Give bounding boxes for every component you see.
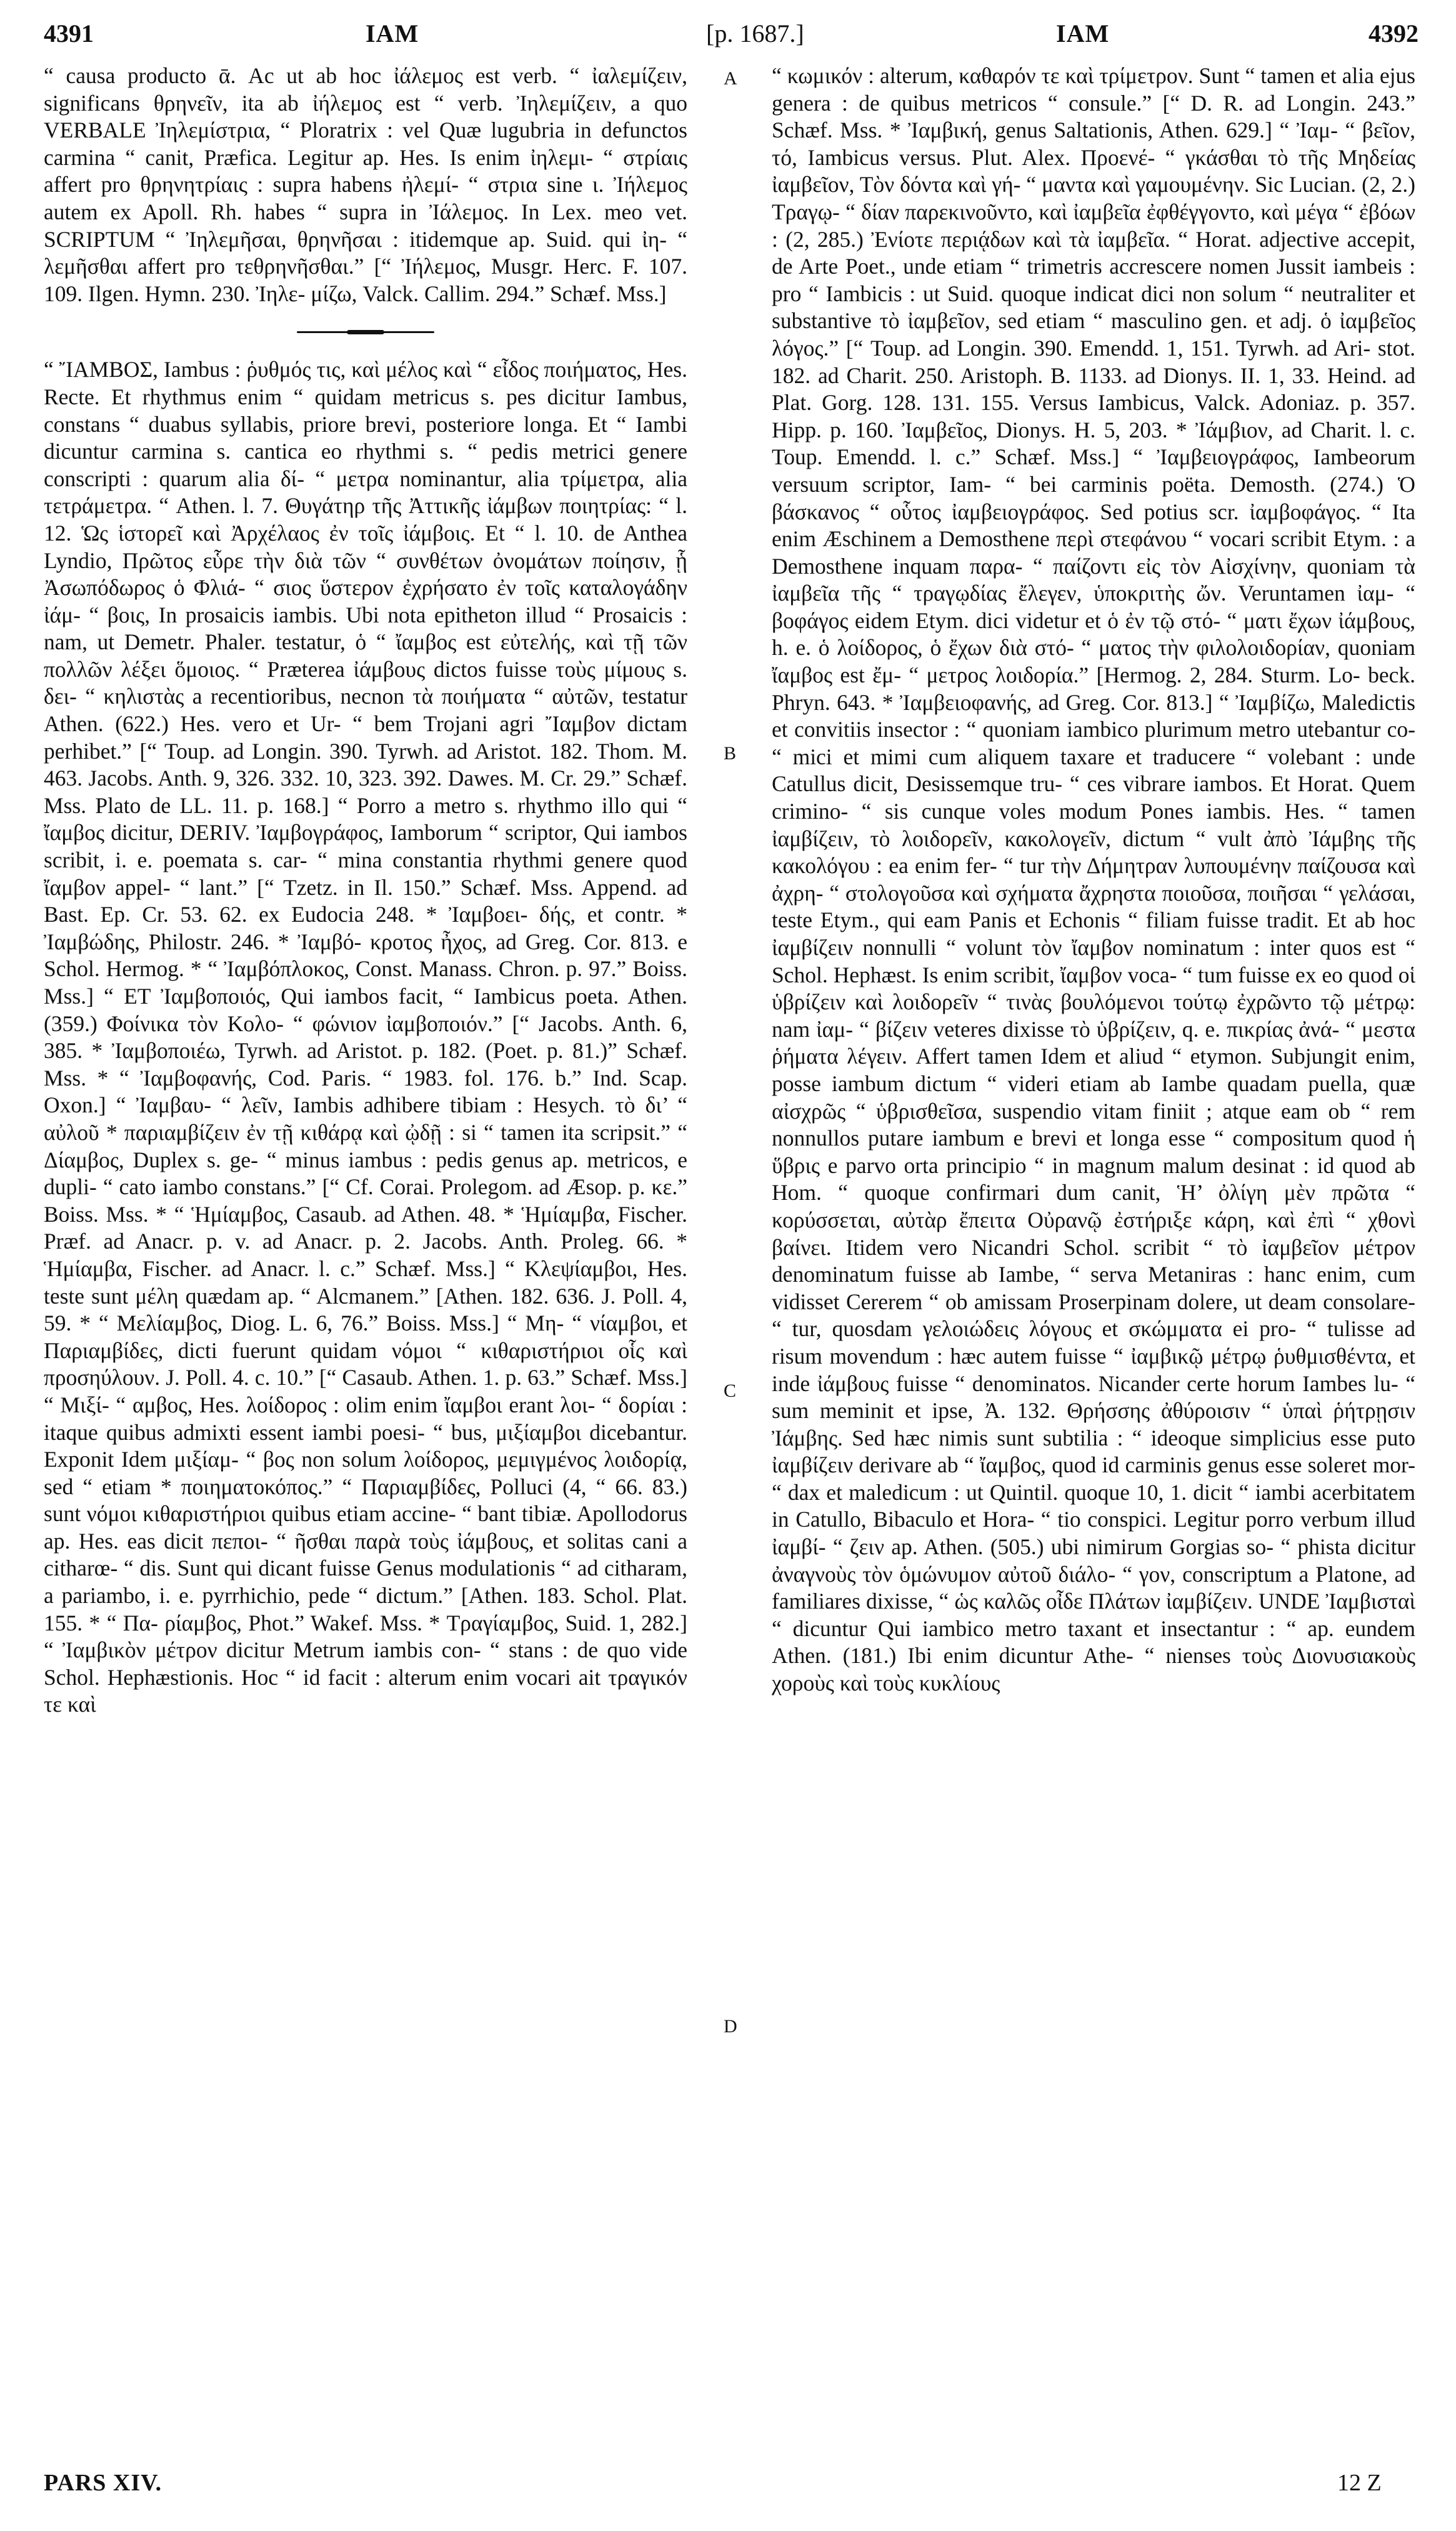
margin-letter-b: B	[724, 743, 737, 764]
entry-ialemos-continuation	[44, 62, 687, 307]
entry-iambos-continuation	[772, 62, 1415, 1697]
right-paragraph-1: “ κωμικόν : alterum, καθαρόν τε καὶ τρίμετρον. Sunt “ tamen et alia ejus genera : de quibus metricos “ consule.” [“ D. R. ad Longin. 243.” Schæf. Mss. * Ἰαμβική, genus Saltationis, Athen. 629.] “ Ἰαμ- “ βεῖον, τό, Iambicus versus. Plut. Alex. Προενέ- “ γκάσθαι τὸ τῆς Μηδείας ἰαμβεῖον, Τὸν δόντα καὶ γή- “ μαντα καὶ γαμουμένην. Sic Lucian. (2, 2.) Τραγῳ- “ δίαν παρεκινοῦντο, καὶ ἰαμβεῖα ἐφθέγγοντο, καὶ μέγα “ ἐβόων : (2, 285.) Ἐνίοτε περιᾴδων καὶ τὰ ἰαμβεῖα. “ Horat. adjective accepit, de Arte Poet., unde etiam “ trimetris accrescere nomen Jussit iambeis : pro “ Iambicis : ut Suid. quoque indicat dici non solum “ neutraliter et substantive τὸ ἰαμβεῖον, sed etiam “ masculino gen. et adj. ὁ ἰαμβεῖος λόγος.” [“ Toup. ad Longin. 390. Emendd. 1, 151. Tyrwh. ad Ari- stot. 182. ad Charit. 250. Aristoph. B. 1133. ad Dionys. II. 1, 33. Heind. ad Plat. Gorg. 128. 131. 155. Versus Iambicus, Valck. Adoniaz. p. 357. Hipp. p. 160. Ἰαμβεῖος, Dionys. H. 5, 203. * Ἰάμβιον, ad Charit. l. c. Toup. Emendd. l. c.” Schæf. Mss.] “ Ἰαμβειογράφος, Iambeorum versuum scriptor, Iam- “ bei carminis poëta. Demosth. (274.) Ὁ βάσκανος “ οὗτος ἰαμβειογράφος. Sed potius scr. ἰαμβοφάγος. “ Ita enim Æschinem a Demosthene περὶ στεφάνου “ vocari scribit Etym. : a Demosthene inquam παρα- “ παίζοντι εἰς τὸν Αἰσχίνην, quoniam τὰ ἰαμβεῖα τῆς “ τραγῳδίας ἔλεγεν, ὑποκριτὴς ὤν. Veruntamen ἰαμ- “ βοφάγος eidem Etym. dici videtur et ὁ ἐν τῷ στό- “ ματι ἔχων ἰάμβους, h. e. ὁ λοίδορος, ὁ ἔχων διὰ στό- “ ματος τὴν φιλολοιδορίαν, quoniam ἴαμβος est ἔμ- “ μετρος λοιδορία.” [Hermog. 2, 284. Sturm. Lo- beck. Phryn. 643. * Ἰαμβειοφανής, ad Greg. Cor. 813.] “ Ἰαμβίζω, Maledictis et convitiis insector : “ quoniam iambico plurimum metro utebantur co- “ mici et mimi cum aliquem taxare et traducere “ volebant : unde Catullus dicit, Desissemque tru- “ ces vibrare iambos. Et Horat. Quem criminο- “ sis cunque voles modum Pones iambis. Hes. “ tamen ἰαμβίζειν, τὸ λοιδορεῖν, κακολογεῖν, dictum “ vult ἀπὸ Ἰάμβης τῆς κακολόγου : ea enim fer- “ tur τὴν Δήμητραν λυπουμένην παίζουσα καὶ ἀχρη- “ στολογοῦσα καὶ σχήματα ἄχρηστα ποιοῦσα, ποιῆσαι “ γελάσαι, teste Etym., qui eam Panis et Echonis “ filiam fuisse tradit. Et ab hoc ἰαμβίζειν nonnulli “ volunt τὸν ἴαμβον nominatum : inter quos est “ Schol. Hephæst. Is enim scribit, ἴαμβον voca- “ tum fuisse ex eo quod οἱ ὑβρίζειν καὶ λοιδορεῖν “ τινὰς βουλόμενοι τούτῳ ἐχρῶντο τῷ μέτρῳ: nam ἰαμ- “ βίζειν veteres dixisse τὸ ὑβρίζειν, q. e. πικρίας ἀνά- “ μεστα ῥήματα λέγειν. Affert tamen Idem et aliud “ etymon. Subjungit enim, posse iambum dictum “ videri etiam ab Iambe quadam puella, quæ αἰσχρῶς “ ὑβρισθεῖσα, suspendio vitam finiit ; atque eam ob “ rem nonnullos putare iambum e brevi et longa esse “ compositum quod ἡ ὕβρις e parvo orta principio “ in magnum malum desinat : id quod ab Hom. “ quoque confirmari dum canit, Ἡ’ ὀλίγη μὲν πρῶτα “ κορύσσεται, αὐτὰρ ἔπειτα Οὐρανῷ ἐστήριξε κάρη, καὶ ἐπὶ “ χθονὶ βαίνει. Itidem vero Nicandri Schol. scribit “ τὸ ἰαμβεῖον μέτρον denominatum fuisse ab Iambe, “ serva Metaniras : hanc enim, cum vidisset Cererem “ ob amissam Proserpinam dolere, ut deam consolare- “ tur, quosdam γελοιώδεις λόγους et σκώμματα ei pro- “ tulisse ad risum movendum : hæc autem fuisse “ ἰαμβικῷ μέτρῳ ῥυθμισθέντα, et inde ἰάμβους fuisse “ denominatos. Nicander certe horum Iambes lu- “ sum meminit et ipse, Ἀ. 132. Θρήσσης ἀθύροισιν “ ὑπαὶ ῥήτρῃσιν Ἰάμβης. Sed hæc nimis sunt subtilia : “ ideoque simplicius esse puto ἰαμβίζειν derivare ab “ ἴαμβος, quod id carminis genus esse soleret mor- “ dax et maledicum : ut Quintil. quoque 10, 1. dicit “ iambi acerbitatem in Catullo, Bibaculo et Hora- “ tio conspici. Legitur porro verbum illud ἰαμβί- “ ζειν ap. Athen. (505.) ubi nimirum Gorgias so- “ phista dicitur ἀναγνοὺς τὸν ὁμώνυμον αὐτοῦ διάλο- “ γον, conscriptum a Platone, ad familiares dixisse, “ ὡς καλῶς οἶδε Πλάτων ἰαμβίζειν. UNDE Ἰαμβισταὶ “ dicuntur Qui iambico metro taxant et insectantur : “ ap. eundem Athen. (181.) Ibi enim dicuntur Athe- “ nienses τοὺς Διονυσιακοὺς χοροὺς καὶ τοὺς κυκλίους	[772, 63, 1415, 1696]
margin-letter-a: A	[724, 68, 737, 89]
right-running-headword: IAM	[1056, 19, 1110, 47]
left-page-number: 4391	[44, 19, 94, 47]
entry-iambos	[44, 356, 687, 1719]
page-reference: [p. 1687.]	[706, 19, 804, 47]
margin-letter-c: C	[724, 1380, 737, 1401]
left-paragraph-2: “ ἼΑΜΒΟΣ, Iambus : ῥυθμός τις, καὶ μέλος καὶ “ εἶδος ποιήματος, Hes. Recte. Et rhythmus enim “ quidam metricus s. pes dicitur Iambus, constans “ duabus syllabis, priore brevi, posteriore longa. Et “ Iambi dicuntur carmina s. cantica eo rhythmi s. “ pedis metrici genere conscripti : quarum alia δί- “ μετρα nominantur, alia τρίμετρα, alia τετράμετρα. “ Athen. l. 7. Θυγάτηρ τῆς Ἀττικῆς ἰάμβων ποιητρίας: “ l. 12. Ὡς ἱστορεῖ καὶ Ἀρχέλαος ἐν τοῖς ἰάμβοις. Et “ l. 10. de Anthea Lyndio, Πρῶτος εὗρε τὴν διὰ τῶν “ συνθέτων ὀνομάτων ποίησιν, ᾗ Ἀσωπόδωρος ὁ Φλιά- “ σιος ὕστερον ἐχρήσατο ἐν τοῖς καταλογάδην ἰάμ- “ βοις, In prosaicis iambis. Ubi nota epitheton illud “ Prosaicis : nam, ut Demetr. Phaler. testatur, ὁ “ ἴαμβος est εὐτελής, καὶ τῇ τῶν πολλῶν λέξει ὅμοιος. “ Præterea ἰάμβους dictos fuisse τοὺς μίμους s. δει- “ κηλιστὰς a recentioribus, necnon τὰ ποιήματα “ αὐτῶν, testatur Athen. (622.) Hes. vero et Ur- “ bem Trojani agri Ἴαμβον dictam perhibet.” [“ Toup. ad Longin. 390. Tyrwh. ad Aristot. 182. Thom. M. 463. Jacobs. Anth. 9, 326. 332. 10, 323. 392. Dawes. M. Cr. 29.” Schæf. Mss. Plato de LL. 11. p. 168.] “ Porro a metro s. rhythmo illo qui “ ἴαμβος dicitur, DERIV. Ἰαμβογράφος, Iamborum “ scriptor, Qui iambos scribit, i. e. poemata s. car- “ mina constantia rhythmi genere quod ἴαμβον appel- “ lant.” [“ Tzetz. in Il. 150.” Schæf. Mss. Append. ad Bast. Ep. Cr. 53. 62. ex Eudocia 248. * Ἰαμβοει- δής, et contr. * Ἰαμβώδης, Philostr. 246. * Ἰαμβό- κροτος ἦχος, ad Greg. Cor. 813. e Schol. Hermog. * “ Ἰαμβόπλοκος, Const. Manass. Chron. p. 97.” Boiss. Mss.] “ ET Ἰαμβοποιός, Qui iambos facit, “ Iambicus poeta. Athen. (359.) Φοίνικα τὸν Κολο- “ φώνιον ἰαμβοποιόν.” [“ Jacobs. Anth. 6, 385. * Ἰαμβοποιέω, Tyrwh. ad Aristot. p. 182. (Poet. p. 81.)” Schæf. Mss. * “ Ἰαμβοφανής, Cod. Paris. “ 1983. fol. 176. b.” Ind. Scap. Oxon.] “ Ἰαμβαυ- “ λεῖν, Iambis adhibere tibiam : Hesych. τὸ δι’ “ αὐλοῦ * παριαμβίζειν ἐν τῇ κιθάρᾳ καὶ ᾠδῇ : si “ tamen ita scripsit.” “ Δίαμβος, Duplex s. ge- “ minus iambus : pedis genus ap. metricos, e dupli- “ cato iambo constans.” [“ Cf. Corai. Prolegom. ad Æsop. p. κε.” Boiss. Mss. * “ Ἡμίαμβος, Casaub. ad Athen. 48. * Ἡμίαμβα, Fischer. Præf. ad Anacr. p. v. ad Anacr. p. 2. Jacobs. Anth. Proleg. 66. * Ἡμίαμβα, Fischer. ad Anacr. l. c.” Schæf. Mss.] “ Κλεψίαμβοι, Hes. teste sunt μέλη quædam ap. “ Alcmanem.” [Athen. 182. 636. J. Poll. 4, 59. * “ Μελίαμβος, Diog. L. 6, 76.” Boiss. Mss.] “ Μη- “ νίαμβοι, et Παριαμβίδες, dicti fuerunt quidam νόμοι “ κιθαριστήριοι οἷς καὶ προσηύλουν. J. Poll. 4. c. 10.” [“ Casaub. Athen. 1. p. 63.” Schæf. Mss.] “ Μιξί- “ αμβος, Hes. λοίδορος : olim enim ἴαμβοι erant λοι- “ δορίαι : itaque quibus admixti essent iambi poesi- “ bus, μιξίαμβοι dicebantur. Exponit Idem μιξίαμ- “ βος non solum λοίδορος, μεμιγμένος λοιδορίᾳ, sed “ etiam * ποιηματοκόπος.” “ Παριαμβίδες, Polluci (4, “ 66. 83.) sunt νόμοι κιθαριστήριοι quibus etiam accine- “ bant tibiæ. Apollodorus ap. Hes. eas dicit πεποι- “ ῆσθαι παρὰ τοὺς ἰάμβους, et solitas cani a citharœ- “ dis. Sunt qui dicant fuisse Genus modulationis “ ad citharam, a pariambo, i. e. pyrrhichio, pede “ dictum.” [Athen. 183. Schol. Plat. 155. * “ Πα- ρίαμβος, Phot.” Wakef. Mss. * Τραγίαμβος, Suid. 1, 282.] “ Ἰαμβικὸν μέτρον dicitur Metrum iambis con- “ stans : de quo vide Schol. Hephæstionis. Hoc “ id facit : alterum enim vocari ait τραγικόν τε καὶ	[44, 357, 687, 1717]
gathering-mark: 12 Z	[1337, 2470, 1382, 2496]
left-column	[44, 62, 687, 2462]
entry-separator-rule	[297, 330, 434, 334]
left-running-headword: IAM	[366, 19, 419, 47]
signature-mark: PARS XIV.	[44, 2470, 162, 2496]
right-column	[772, 62, 1415, 2462]
margin-letter-d: D	[724, 2016, 737, 2037]
left-paragraph-1: “ causa producto ᾱ. Ac ut ab hoc ἰάλεμος est verb. “ ἰαλεμίζειν, significans θρηνεῖν, ita ab ἰήλεμος est “ verb. Ἰηλεμίζειν, a quo VERBALE Ἰηλεμίστρια, “ Ploratrix : vel Quæ lugubria in defunctos carmina “ canit, Præfica. Legitur ap. Hes. Is enim ἰηλεμι- “ στρίαις affert pro θρηνητρίαις : supra habens ἠλεμί- “ στρια sine ι. Ἰήλεμος autem ex Apoll. Rh. habes “ supra in Ἰάλεμος. In Lex. meo vet. SCRIPTUM “ Ἰηλεμῆσαι, θρηνῆσαι : itidemque ap. Suid. qui ἰη- “ λεμῆσθαι affert pro τεθρηνῆσθαι.” [“ Ἰήλεμος, Musgr. Herc. F. 107. 109. Ilgen. Hymn. 230. Ἰηλε- μίζω, Valck. Callim. 294.” Schæf. Mss.]	[44, 63, 687, 306]
right-page-number: 4392	[1369, 19, 1419, 47]
